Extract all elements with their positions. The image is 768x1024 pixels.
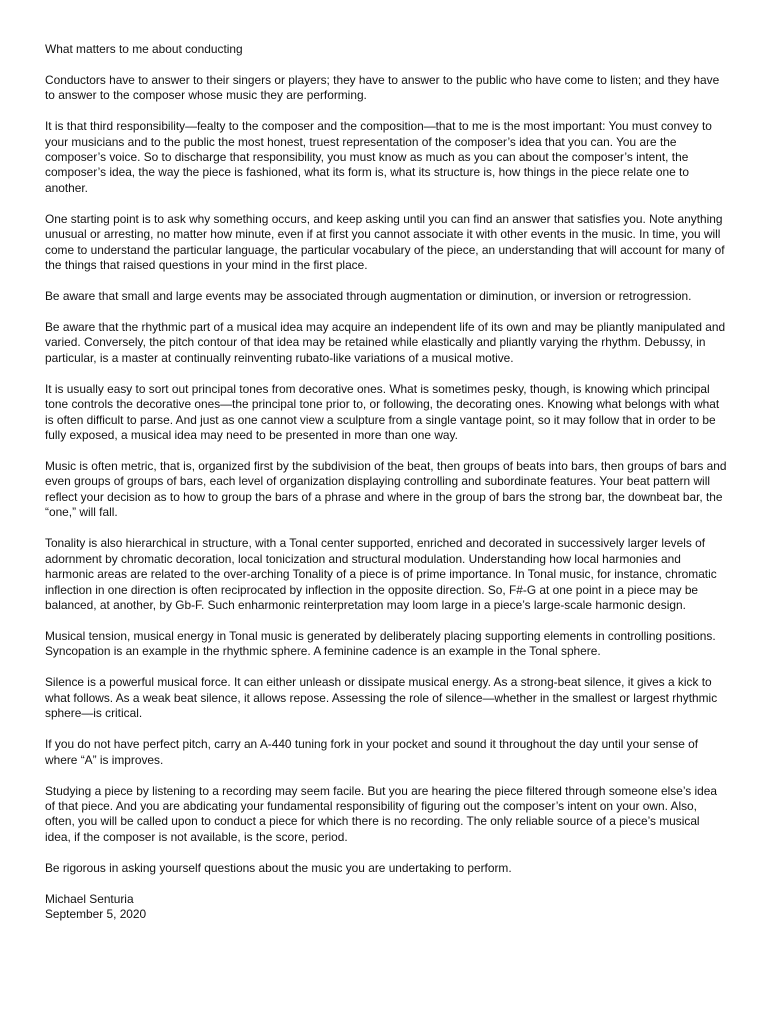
paragraph: Tonality is also hierarchical in structure, with a Tonal center supported, enriched and decorated in successively larger levels of adornment by chromatic decoration, local tonicization and structural modulation. Understanding how local harmonies and harmonic areas are related to the over-arching Tonality of a piece is of prime importance. In Tonal music, for instance, chromatic inflection in one direction is often reciprocated by inflection in the opposite direction. So, F#-G at one point in a piece may be balanced, at another, by Gb-F. Such enharmonic reinterpretation may loom large in a piece’s large-scale harmonic design. xyxy=(45,536,717,612)
paragraph: Studying a piece by listening to a recording may seem facile. But you are hearing the piece filtered through someone else’s idea of that piece. And you are abdicating your fundamental responsibility of figuring out the composer’s intent on your own. Also, often, you will be called upon to conduct a piece for which there is no recording. The only reliable source of a piece’s musical idea, if the composer is not available, is the score, period. xyxy=(45,783,718,844)
paragraph: One starting point is to ask why something occurs, and keep asking until you can find an answer that satisfies you. Note anything unusual or arresting, no matter how minute, even if at first you cannot associate it with other events in the music. In time, you will come to understand the particular language, the particular vocabulary of the piece, an understanding that will account for many of the things that raised questions in your mind in the first place. xyxy=(45,211,725,273)
paragraph: Silence is a powerful musical force. It can either unleash or dissipate musical energy. As a strong-beat silence, it gives a kick to what follows. As a weak beat silence, it allows repose. Assessing the role of silence—whether in the smallest or largest rhythmic sphere—is critical. xyxy=(45,675,718,721)
paragraph: Be rigorous in asking yourself questions about the music you are undertaking to perform. xyxy=(45,860,512,875)
paragraph: It is usually easy to sort out principal tones from decorative ones. What is sometimes pesky, though, is knowing which principal tone controls the decorative ones—the principal tone prior to, or following, the decorating ones. Knowing what belongs with what is often difficult to parse. And just as one cannot view a sculpture from a single vantage point, so it may follow that in order to be fully exposed, a musical idea may need to be presented in more than one way. xyxy=(45,381,720,443)
paragraph: If you do not have perfect pitch, carry an A-440 tuning fork in your pocket and sound it throughout the day until your sense of where “A” is improves. xyxy=(45,737,699,767)
paragraph: Be aware that the rhythmic part of a musical idea may acquire an independent life of its own and may be pliantly manipulated and varied. Conversely, the pitch contour of that idea may be retained while elastically and pliantly varying the rhythm. Debussy, in particular, is a master at continually reinventing rubato-like variations of a musical motive. xyxy=(45,320,726,365)
signature-date: September 5, 2020 xyxy=(45,907,147,922)
paragraph: Musical tension, musical energy in Tonal music is generated by deliberately placing supporting elements in controlling positions. Syncopation is an example in the rhythmic sphere. A feminine cadence is an example in the Tonal sphere. xyxy=(45,628,716,659)
signature-author: Michael Senturia xyxy=(45,891,134,906)
document-title: What matters to me about conducting xyxy=(45,42,243,56)
paragraph: Music is often metric, that is, organized first by the subdivision of the beat, then groups of beats into bars, then groups of bars and even groups of groups of bars, each level of organization displaying controlling and subordinate features. Your beat pattern will reflect your decision as to how to group the bars of a phrase and where in the group of bars the strong bar, the downbeat bar, the “one,” will fall. xyxy=(45,459,727,520)
paragraph: Be aware that small and large events may be associated through augmentation or diminution, or inversion or retrogression. xyxy=(45,289,692,304)
paragraph: It is that third responsibility—fealty to the composer and the composition—that to me is the most important: You must convey to your musicians and to the public the most honest, truest representation of the composer’s idea that you can. You are the composer’s voice. So to discharge that responsibility, you must know as much as you can about the composer’s intent, the composer’s idea, the way the piece is fashioned, what its form is, what its structure is, how things in the piece relate one to another. xyxy=(45,119,712,195)
paragraph: Conductors have to answer to their singers or players; they have to answer to the public who have come to listen; and they have to answer to the composer whose music they are performing. xyxy=(45,72,720,103)
